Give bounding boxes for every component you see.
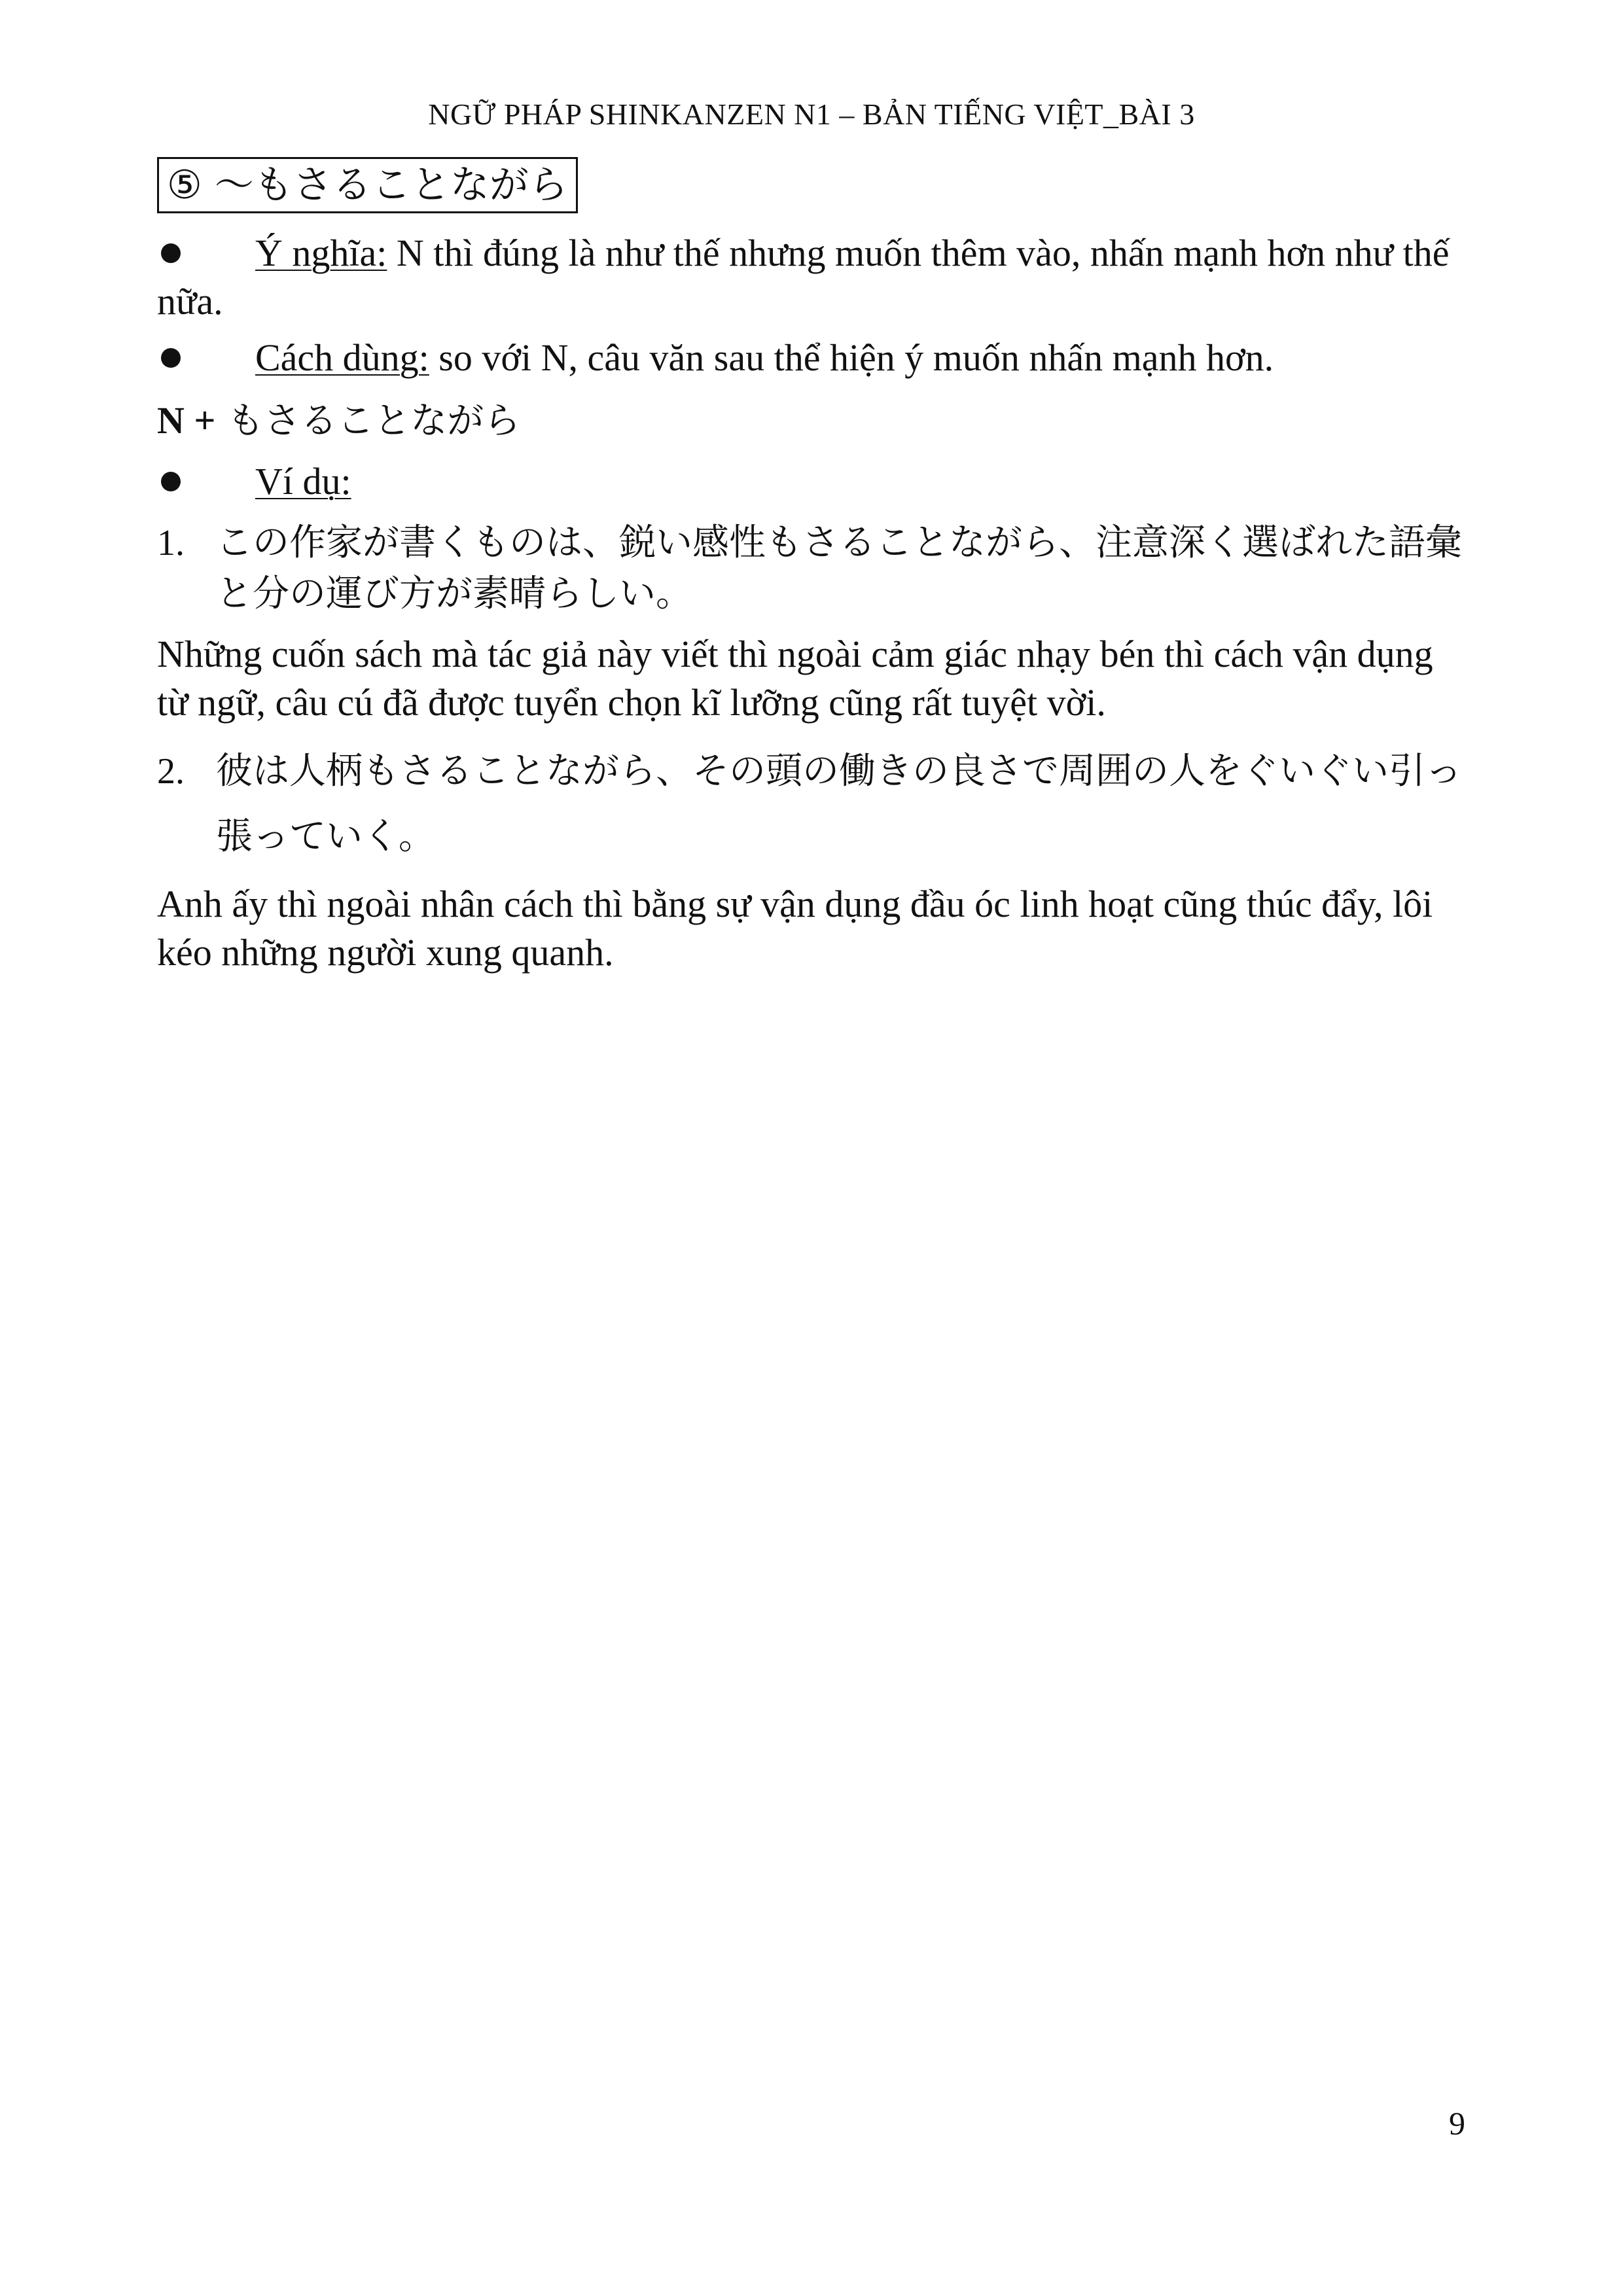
example-japanese-text: 彼は人柄もさることながら、その頭の働きの良さで周囲の人をぐいぐい引っ張っていく。 xyxy=(216,750,1462,858)
meaning-label: Ý nghĩa: xyxy=(255,232,387,274)
example-japanese-text: この作家が書くものは、鋭い感性もさることながら、注意深く選ばれた語彙と分の運び方が素晴らしい。 xyxy=(216,521,1462,615)
example-number: 1. xyxy=(157,523,185,563)
examples-heading xyxy=(157,457,1466,506)
formula-pattern: もさることながら xyxy=(215,400,521,442)
bullet-icon xyxy=(161,472,181,491)
page-number: 9 xyxy=(1449,2105,1465,2142)
grammar-formula xyxy=(157,397,1466,446)
bullet-icon xyxy=(161,243,181,263)
example-2-japanese xyxy=(157,739,1466,870)
meaning-text: N thì đúng là như thế nhưng muốn thêm vào, nhấn mạnh hơn như thế nữa. xyxy=(157,232,1450,323)
example-1-japanese xyxy=(157,518,1466,620)
usage-text: so với N, câu văn sau thể hiện ý muốn nhấn mạnh hơn. xyxy=(429,336,1274,379)
usage-bullet xyxy=(157,334,1466,382)
example-number: 2. xyxy=(157,751,185,792)
page-content xyxy=(157,157,1466,977)
bullet-icon xyxy=(161,348,181,368)
meaning-bullet xyxy=(157,229,1466,326)
example-2-translation: Anh ấy thì ngoài nhân cách thì bằng sự vận dụng đầu óc linh hoạt cũng thúc đẩy, lôi kéo những người xung quanh. xyxy=(157,883,1433,974)
usage-label: Cách dùng: xyxy=(255,336,429,379)
running-header: NGỮ PHÁP SHINKANZEN N1 – BẢN TIẾNG VIỆT_BÀI 3 xyxy=(428,97,1195,131)
formula-noun: N + xyxy=(157,399,216,442)
examples-label: Ví dụ: xyxy=(255,460,351,503)
example-1-translation: Những cuốn sách mà tác giả này viết thì ngoài cảm giác nhạy bén thì cách vận dụng từ ngữ, câu cú đã được tuyển chọn kĩ lưỡng cũng rất tuyệt vời. xyxy=(157,633,1433,724)
grammar-point-title: ⑤ ～もさることながら xyxy=(157,157,578,213)
